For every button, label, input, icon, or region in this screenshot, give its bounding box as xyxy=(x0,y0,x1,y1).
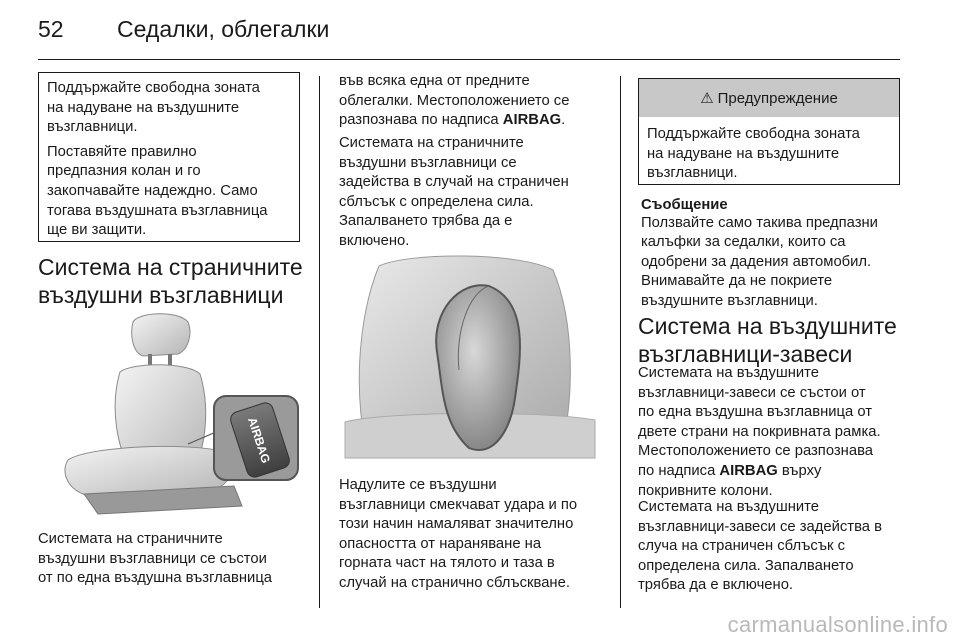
page-number: 52 xyxy=(38,16,64,42)
notice-box xyxy=(38,72,300,242)
seat-airbag-inflation-figure xyxy=(339,252,603,460)
notice-text-2: Поставяйте правилно предпазния колан и го закопчавайте надеждно. Само тогава въздушната възглавница ще ви защити. xyxy=(47,143,268,239)
page-title: Седалки, облегалки xyxy=(117,16,330,42)
inflated-airbag-illustration xyxy=(339,252,603,460)
side-airbag-body-text: Системата на страничните въздушни възглавници се състои от по една въздушна възглавница xyxy=(38,531,273,587)
warning-triangle-icon: ⚠ xyxy=(700,90,714,107)
seat-airbag-figure xyxy=(38,310,302,520)
warning-text: Поддържайте свободна зоната на надуване на въздушните възглавници. xyxy=(647,126,860,182)
col2-paragraph-3: Надулите се въздушни възглавници смекчават удара и по този начин намаляват значително опасността от нараняване на горната част на тялото и таза в случай на странично сблъскване. xyxy=(339,477,578,591)
section-heading-side-airbags: Система на страничните въздушни възглавници xyxy=(38,254,303,308)
watermark: carmanualsonline.info xyxy=(727,612,948,637)
airbag-marking-text-2: AIRBAG xyxy=(719,462,778,479)
col3-paragraph-1: Системата на въздушните възглавници-завеси се състои от по една въздушна възглавница от двете страни на покривната рамка. Местоположението се разпознава по надписа AIRBAG върху покривните колони. xyxy=(638,365,881,499)
warning-title: Предупреждение xyxy=(717,89,838,107)
col2-paragraph-1: във всяка една от предните облегалки. Местоположението се разпознава по надписа AIRBAG. xyxy=(339,73,570,129)
seat-illustration xyxy=(38,310,302,520)
warning-header xyxy=(639,79,899,117)
notice-text-1: Поддържайте свободна зоната на надуване на въздушните възглавници. xyxy=(47,80,260,136)
column-divider-2 xyxy=(620,76,621,608)
col3-paragraph-2: Системата на въздушните възглавници-завеси се задейства в случа на страничен сблъсък с определена сила. Запалването трябва да е включено. xyxy=(638,499,882,594)
header-rule xyxy=(38,59,900,60)
note-text: Ползвайте само такива предпазни калъфки за седалки, които са одобрени за дадения автомобил. Внимавайте да не покриете въздушните възглавници. xyxy=(641,214,878,309)
warning-box xyxy=(638,78,900,185)
airbag-label: AIRBAG xyxy=(245,415,274,465)
col2-paragraph-2: Системата на страничните въздушни възглавници се задейства в случай на страничен сблъсък с определена сила. Запалването трябва да е включено. xyxy=(339,135,569,249)
column-divider-1 xyxy=(319,76,320,608)
note-title: Съобщение xyxy=(641,197,728,213)
section-heading-curtain-airbags: Система на въздушните възглавници-завеси xyxy=(638,313,897,367)
airbag-marking-text: AIRBAG xyxy=(502,112,562,129)
note-block xyxy=(641,196,911,312)
